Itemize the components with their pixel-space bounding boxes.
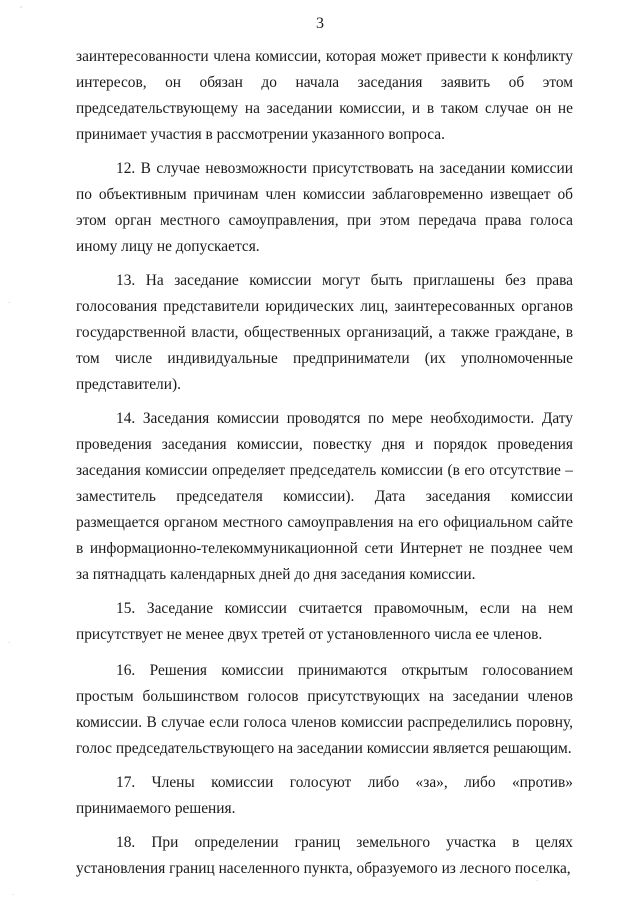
scan-mark: · xyxy=(8,639,11,647)
scan-mark: · xyxy=(12,891,15,899)
paragraph-item-16: 16. Решения комиссии принимаются открытым голосованием простым большинством голосов присутствующих на заседании членов комиссии. В случае если голоса членов комиссии распределились поровну, голос председательствующего на заседании комиссии является решающим. xyxy=(76,662,573,757)
scan-mark: · xyxy=(536,877,539,885)
scan-mark: ‘ xyxy=(20,5,23,13)
paragraph-item-17: 17. Члены комиссии голосуют либо «за», либо «против» принимаемого решения. xyxy=(76,774,573,817)
paragraph-item-12: 12. В случае невозможности присутствовать на заседании комиссии по объективным причинам член комиссии заблаговременно извещает об этом орган местного самоуправления, при этом передача права голоса иному лицу не допускается. xyxy=(76,160,573,255)
document-body xyxy=(76,44,573,882)
paragraph-item-18: 18. При определении границ земельного участка в целях установления границ населенного пункта, образуемого из лесного поселка, xyxy=(76,834,573,877)
paragraph-continuation: заинтересованности члена комиссии, которая может привести к конфликту интересов, он обязан до начала заседания заявить об этом председательствующему на заседании комиссии, и в таком случае он не принимает участия в рассмотрении указанного вопроса. xyxy=(76,48,573,143)
paragraph-item-14: 14. Заседания комиссии проводятся по мере необходимости. Дату проведения заседания комиссии, повестку дня и порядок проведения заседания комиссии определяет председатель комиссии (в его отсутствие – заместитель председателя комиссии). Дата заседания комиссии размещается органом местного самоуправления на его официальном сайте в информационно-телекоммуникационной сети Интернет не позднее чем за пятнадцать календарных дней до дня заседания комиссии. xyxy=(76,410,573,583)
paragraph-item-15: 15. Заседание комиссии считается правомочным, если на нем присутствует не менее двух третей от установленного числа ее членов. xyxy=(76,600,573,643)
page-number: 3 xyxy=(316,15,324,32)
scan-mark: · xyxy=(8,299,11,307)
paragraph-item-13: 13. На заседание комиссии могут быть приглашены без права голосования представители юридических лиц, заинтересованных органов государственной власти, общественных организаций, а также граждане, в том числе индивидуальные предприниматели (их уполномоченные представители). xyxy=(76,272,573,393)
